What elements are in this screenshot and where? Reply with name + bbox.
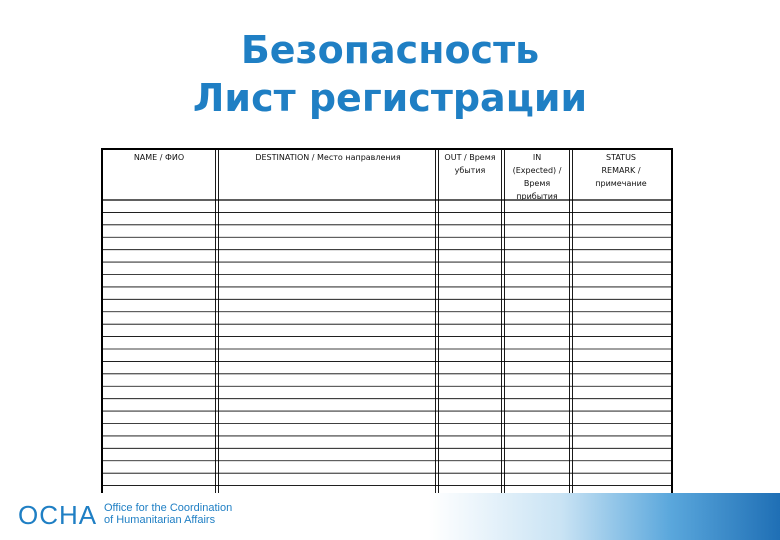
header-out-line1: OUT / Время [444, 153, 496, 162]
header-out-line2: убытия [454, 166, 486, 175]
ocha-org-line2: of Humanitarian Affairs [104, 514, 216, 526]
footer-banner [0, 493, 780, 540]
ocha-org-line1: Office for the Coordination [104, 502, 233, 514]
header-name [109, 151, 209, 164]
header-in-line2: (Expected) / [512, 166, 562, 175]
header-in-line3: Время [523, 179, 551, 188]
header-out [437, 151, 503, 177]
header-destination-label: DESTINATION / Место направления [255, 153, 401, 162]
registration-sheet [101, 148, 673, 498]
header-in [504, 151, 570, 203]
header-status-line3: примечание [595, 179, 647, 188]
header-status-line1: STATUS [605, 153, 636, 162]
header-in-line4: прибытия [516, 192, 558, 201]
ocha-logo: OCHA [18, 500, 98, 530]
registration-table-grid [101, 148, 673, 498]
header-status-line2: REMARK / [601, 166, 641, 175]
header-status [572, 151, 670, 190]
header-name-label: NAME / ФИО [133, 153, 185, 162]
header-in-line1: IN [532, 153, 542, 162]
page-title-line2: Лист регистрации [192, 76, 588, 120]
ocha-org-name [104, 502, 232, 526]
table-outer-border [102, 149, 672, 497]
page-title-line1: Безопасность [240, 28, 540, 72]
header-destination [221, 151, 435, 164]
